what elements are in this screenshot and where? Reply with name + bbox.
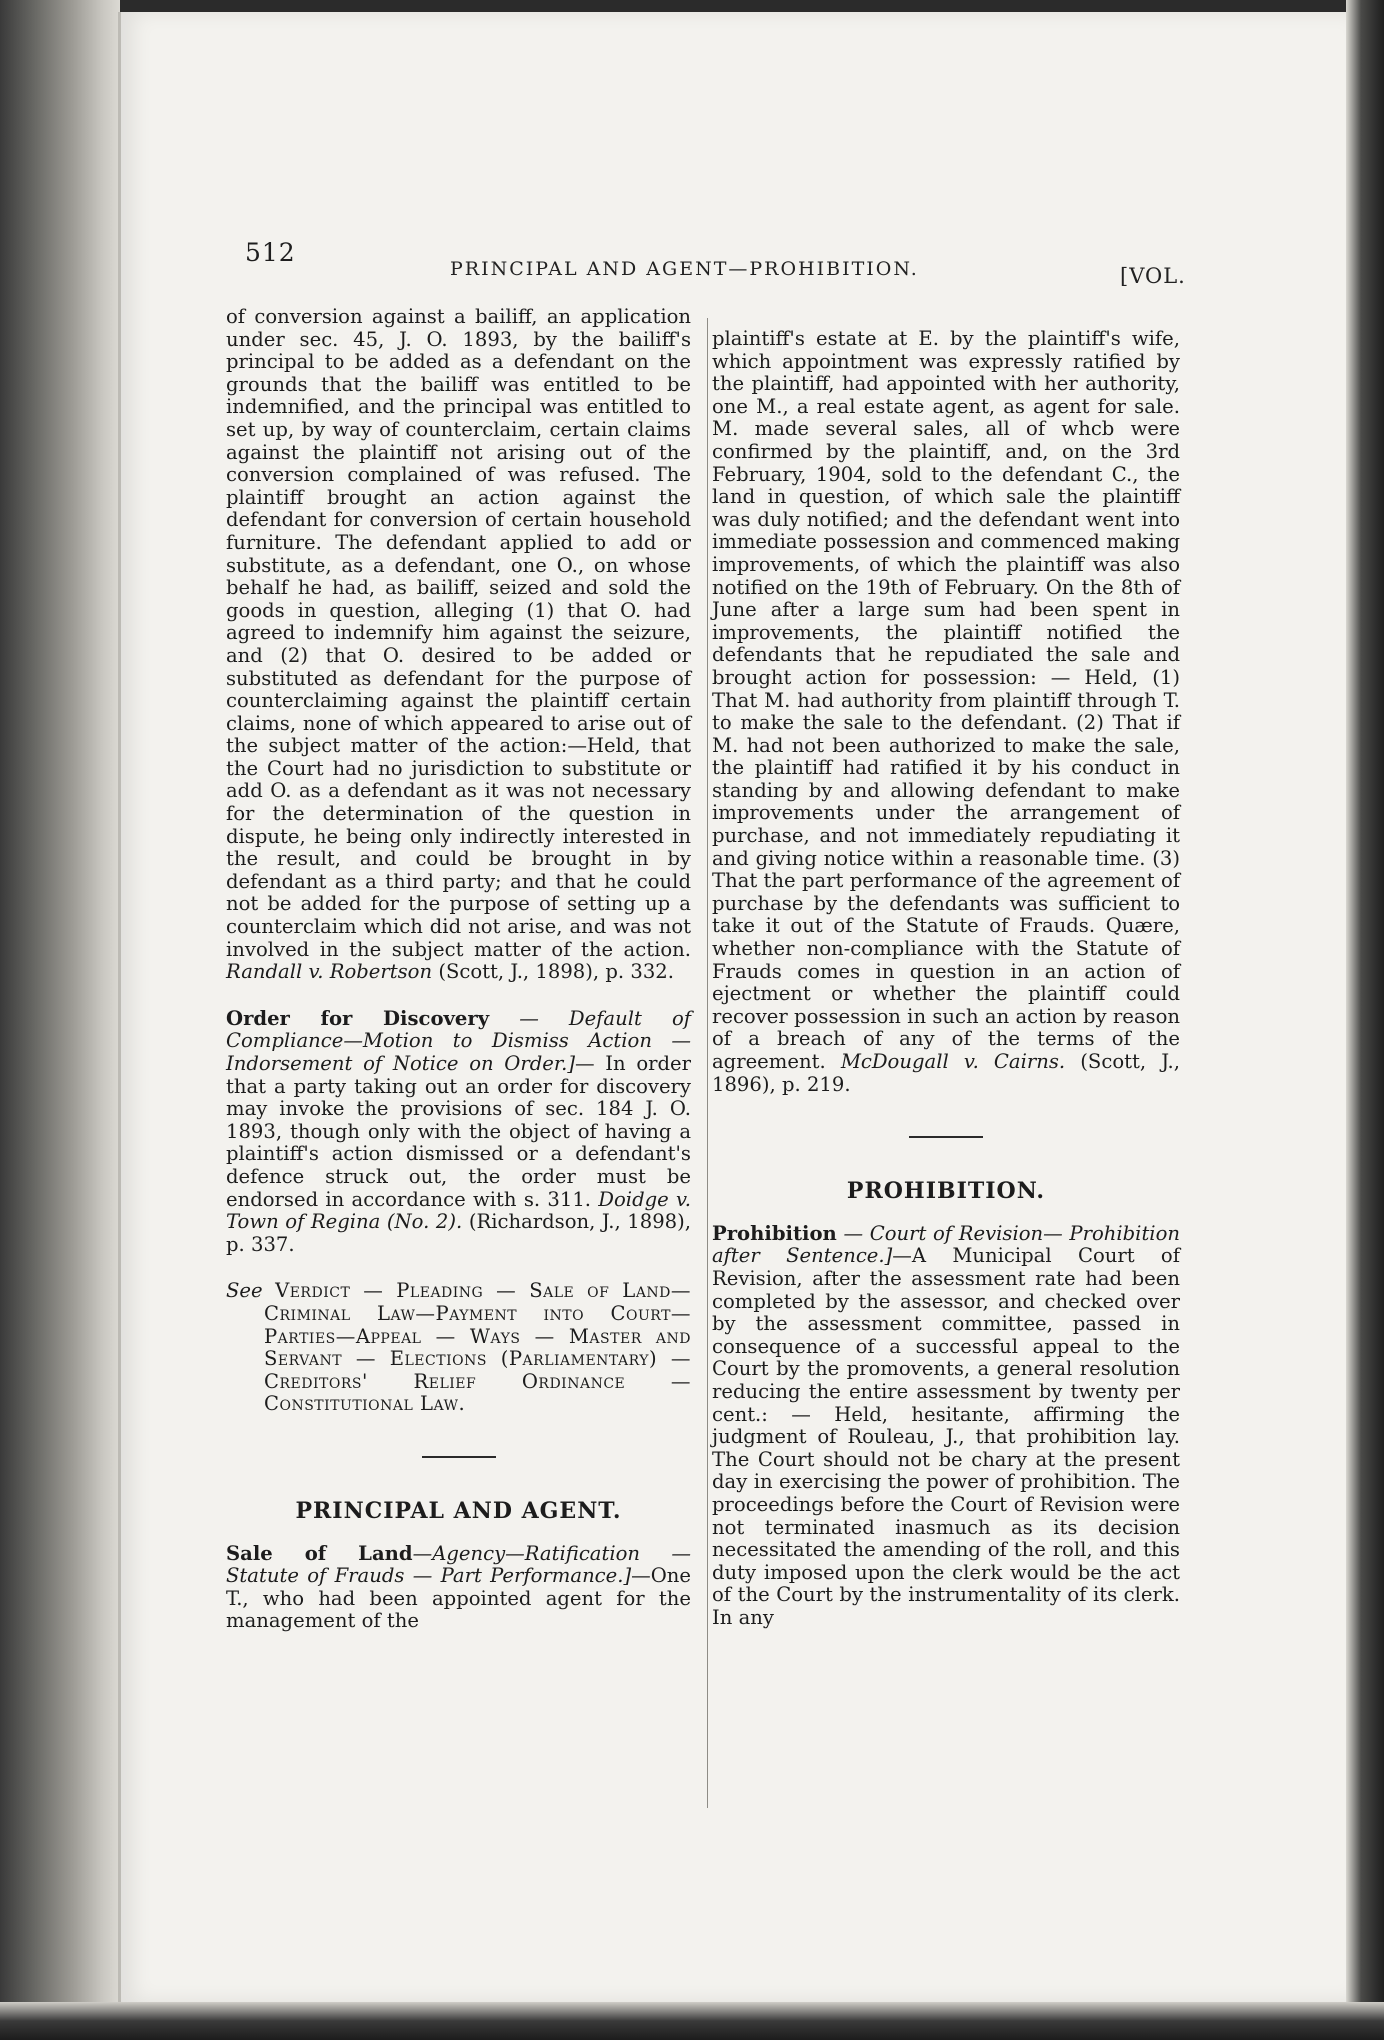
citation: (Scott, J., 1896), p. 219. [712, 1050, 1180, 1096]
page-number: 512 [245, 238, 296, 267]
entry-paragraph [712, 1223, 1180, 1630]
page-edge-bottom [0, 2002, 1384, 2040]
entry-paragraph [226, 1543, 691, 1633]
section-divider [909, 1136, 983, 1138]
see-also-list: Verdict — Pleading — Sale of Land—Criminal Law—Payment into Court—Parties—Appeal — Ways — Master and Servant — Elections (Parliamentary) — Creditors' Relief Ordinance — Constitutional Law. [264, 1279, 691, 1416]
entry-heading: Order for Discovery [226, 1006, 490, 1030]
case-name: McDougall v. Cairns. [840, 1050, 1066, 1073]
running-head: PRINCIPAL AND AGENT—PROHIBITION. [450, 258, 919, 280]
volume-marker: [VOL. [1120, 264, 1186, 288]
citation: (Scott, J., 1898), p. 332. [438, 960, 674, 984]
entry-text: plaintiff's estate at E. by the plaintiff's wife, which appointment was expressly ratified by the plaintiff, had appointed with her authority, one M., a real estate agent, as agent for sale. M. made several sales, all of whcb were confirmed by the plaintiff, and, on the 3rd February, 1904, sold to the defendant C., the land in question, of which sale the plaintiff was duly notified; and the defendant went into immediate possession and commenced making improvements, of which the plaintiff was also notified on the 19th of February. On the 8th of June after a large sum had been spent in improvements, the plaintiff notified the defendants that he repudiated the sale and brought action for possession: — Held, (1) That M. had authority from plaintiff through T. to make the sale to the defendant. (2) That if M. had not been authorized to make the sale, the plaintiff had ratified it by his conduct in standing by and allowing defendant to make improvements under the arrangement of purchase, and not immediately repudiating it and giving notice within a reasonable time. (3) That the part performance of the agreement of purchase by the defendants was sufficient to take it out of the Statute of Frauds. Quære, whether non-compliance with the Statute of Frauds comes in question in an action of ejectment or whether the plaintiff could recover possession in such an action by reason of a breach of any of the terms of the agreement. [712, 327, 1180, 1073]
entry-subheading: —Agency—Ratification — Statute of Frauds — Part Performance.] [226, 1541, 691, 1588]
see-also-paragraph [226, 1280, 691, 1416]
section-divider [422, 1456, 496, 1458]
entry-paragraph [226, 1008, 691, 1257]
entry-heading: Prohibition [712, 1221, 837, 1245]
entry-subheading: — Court of Revision— Prohibition after Sentence.] [712, 1221, 1180, 1268]
entry-paragraph [712, 328, 1180, 1096]
section-title: PRINCIPAL AND AGENT. [295, 1497, 622, 1524]
left-column [226, 306, 691, 1633]
citation: (Richardson, J., 1898), p. 337. [226, 1210, 692, 1256]
entry-heading: Sale of Land [226, 1541, 413, 1565]
entry-text: —One T., who had been appointed agent for the management of the [226, 1564, 691, 1633]
right-column [712, 328, 1180, 1629]
book-binding [0, 0, 120, 2040]
section-title: PROHIBITION. [846, 1178, 1046, 1205]
see-label: See [226, 1279, 263, 1303]
page-edge-right [1346, 0, 1384, 2040]
entry-text: —A Municipal Court of Revision, after the assessment rate had been completed by the assessor, and checked over by the assessment committee, passed in consequence of a successful appeal to the Court by the promovents, a general resolution reducing the entire assessment by twenty per cent.: — Held, hesitante, affirming the judgment of Rouleau, J., that prohibition lay. The Court should not be chary at the present day in exercising the power of prohibition. The proceedings before the Court of Revision were not terminated inasmuch as its decision necessitated the amending of the roll, and this duty imposed upon the clerk would be the act of the Court by the instrumentality of its clerk. In any [712, 1244, 1180, 1629]
column-divider [707, 318, 708, 1808]
entry-subheading: — Default of Compliance—Motion to Dismiss Action — Indorsement of Notice on Order.] [226, 1006, 691, 1075]
case-name: Randall v. Robertson [226, 960, 433, 984]
entry-text: of conversion against a bailiff, an application under sec. 45, J. O. 1893, by the bailiff's principal to be added as a defendant on the grounds that the bailiff was entitled to be indemnified, and the principal was entitled to set up, by way of counterclaim, certain claims against the plaintiff not arising out of the conversion complained of was refused. The plaintiff brought an action against the defendant for conversion of certain household furniture. The defendant applied to add or substitute, as a defendant, one O., on whose behalf he had, as bailiff, seized and sold the goods in question, alleging (1) that O. had agreed to indemnify him against the seizure, and (2) that O. desired to be added or substituted as defendant for the purpose of counterclaiming against the plaintiff certain claims, none of which appeared to arise out of the subject matter of the action:—Held, that the Court had no jurisdiction to substitute or add O. as a defendant as it was not necessary for the determination of the question in dispute, he being only indirectly interested in the result, and could be brought in by defendant as a third party; and that he could not be added for the purpose of setting up a counterclaim which did not arise, and was not involved in the subject matter of the action. [226, 305, 691, 961]
entry-text: — In order that a party taking out an order for discovery may invoke the provisions of sec. 184 J. O. 1893, though only with the object of having a plaintiff's action dismissed or a defendant's defence struck out, the order must be endorsed in accordance with s. 311. [226, 1052, 691, 1211]
case-name: Doidge v. Town of Regina (No. 2). [226, 1187, 691, 1234]
entry-paragraph [226, 306, 691, 984]
